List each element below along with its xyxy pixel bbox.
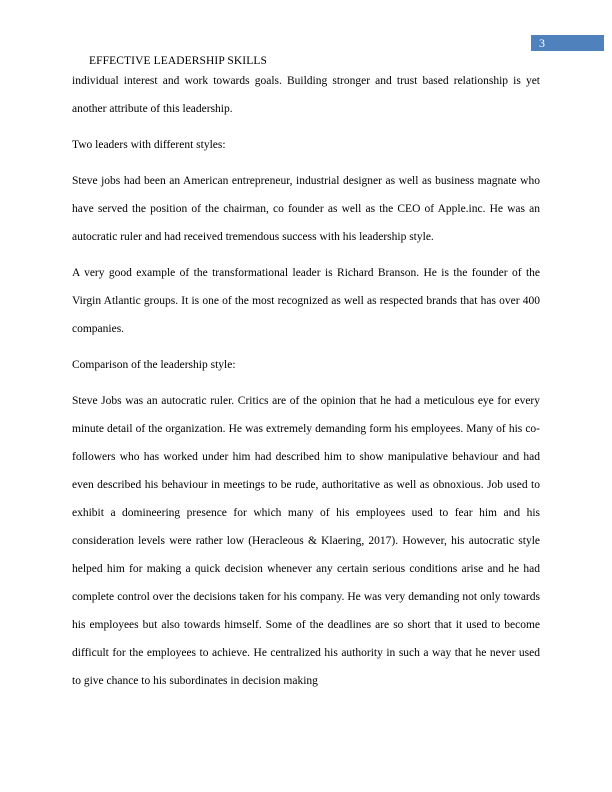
paragraph-steve-jobs: Steve jobs had been an American entrepreneur, industrial designer as well as business magnate who have served the position of the chairman, co founder as well as the CEO of Apple.inc. He was an autocratic ruler and had received tremendous success with his leadership style. xyxy=(72,175,540,243)
document-body xyxy=(72,67,540,695)
page-number-bar xyxy=(531,35,604,51)
page-number: 3 xyxy=(539,36,545,50)
paragraph-continuation: individual interest and work towards goals. Building stronger and trust based relationship is yet another attribute of this leadership. xyxy=(72,75,540,115)
paragraph-comparison: Steve Jobs was an autocratic ruler. Critics are of the opinion that he had a meticulous eye for every minute detail of the organization. He was extremely demanding form his employees. Many of his co-followers who has worked under him had described him to show manipulative behaviour and had even described his behaviour in meetings to be rude, authoritative as well as obnoxious. Job used to exhibit a domineering presence for which many of his employees used to fear him and his consideration levels were rather low (Heracleous & Klaering, 2017). However, his autocratic style helped him for making a quick decision whenever any certain serious conditions arise and he had complete control over the decisions taken for his company. He was very demanding not only towards his employees but also towards himself. Some of the deadlines are so short that it used to become difficult for the employees to achieve. He centralized his authority in such a way that he never used to give chance to his subordinates in decision making xyxy=(72,395,540,687)
section-heading-comparison: Comparison of the leadership style: xyxy=(72,359,236,371)
section-heading-two-leaders: Two leaders with different styles: xyxy=(72,139,226,151)
paragraph-richard-branson: A very good example of the transformational leader is Richard Branson. He is the founder of the Virgin Atlantic groups. It is one of the most recognized as well as respected brands that has over 400 companies. xyxy=(72,267,540,335)
running-head: EFFECTIVE LEADERSHIP SKILLS xyxy=(89,55,267,67)
